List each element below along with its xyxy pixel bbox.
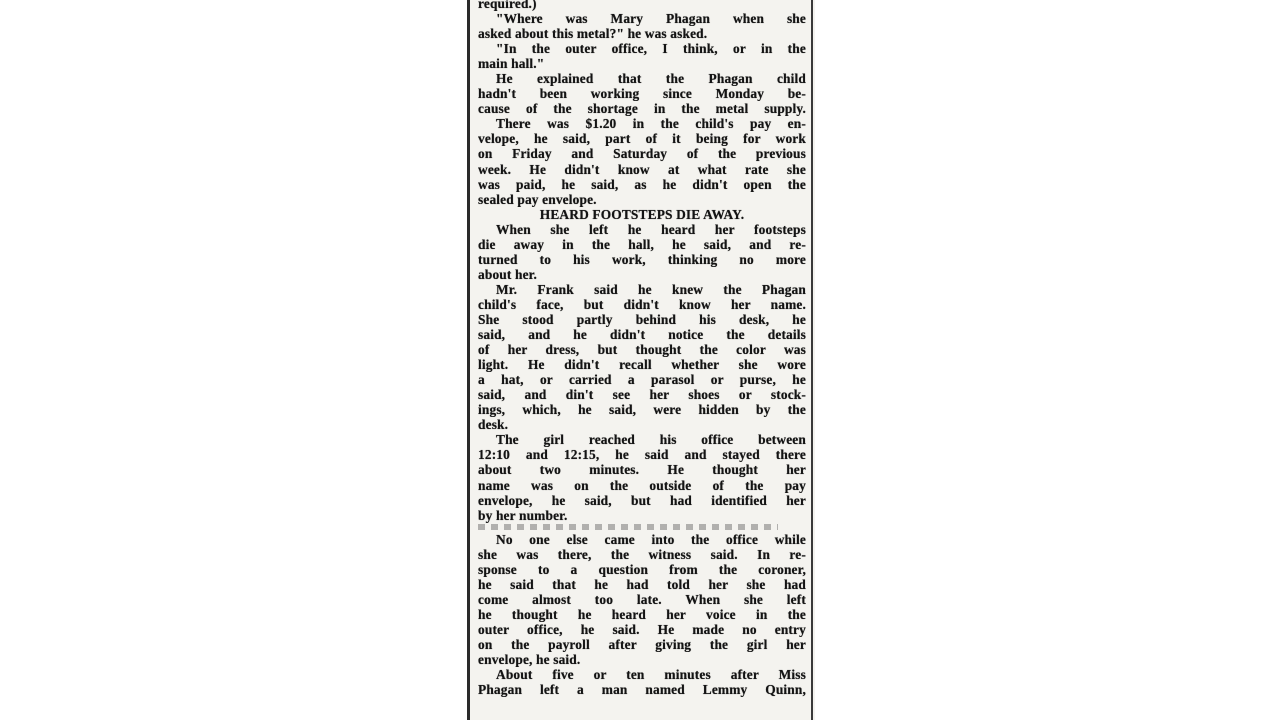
- article-line: required.): [478, 0, 537, 11]
- article-line: he thought he heard her voice in the: [478, 606, 806, 622]
- article-line: said, and din't see her shoes or stock-: [478, 387, 806, 403]
- article-line: about her.: [478, 266, 538, 282]
- article-line: "Where was Mary Phagan when she: [496, 11, 806, 27]
- article-line: come almost too late. When she left: [478, 591, 806, 607]
- article-line: Phagan left a man named Lemmy Quinn,: [478, 682, 806, 698]
- article-line: "In the outer office, I think, or in the: [496, 41, 806, 57]
- article-line: The girl reached his office between: [496, 432, 806, 448]
- column-rule-left: [467, 0, 470, 720]
- column-rule-right: [811, 0, 813, 720]
- article-line: said, and he didn't notice the details: [478, 327, 806, 343]
- article-line: of her dress, but thought the color was: [478, 342, 806, 358]
- article-line: hadn't been working since Monday be-: [478, 86, 806, 102]
- article-line: turned to his work, thinking no more: [478, 251, 806, 267]
- article-line: main hall.": [478, 56, 545, 72]
- print-smudge: [478, 524, 778, 530]
- article-line: desk.: [478, 417, 509, 433]
- article-line: name was on the outside of the pay: [478, 477, 806, 493]
- article-line: child's face, but didn't know her name.: [478, 296, 806, 312]
- article-line: When she left he heard her footsteps: [496, 221, 806, 237]
- article-line: by her number.: [478, 507, 568, 523]
- article-line: a hat, or carried a parasol or purse, he: [478, 372, 806, 388]
- article-line: velope, he said, part of it being for work: [478, 131, 806, 147]
- article-line: envelope, he said, but had identified her: [478, 492, 806, 508]
- article-line: cause of the shortage in the metal supply.: [478, 101, 806, 117]
- article-line: There was $1.20 in the child's pay en-: [496, 116, 806, 132]
- article-line: 12:10 and 12:15, he said and stayed there: [478, 447, 806, 463]
- article-line: About five or ten minutes after Miss: [496, 667, 806, 683]
- article-line: sealed pay envelope.: [478, 191, 597, 207]
- article-line: week. He didn't know at what rate she: [478, 161, 806, 177]
- article-line: ings, which, he said, were hidden by the: [478, 402, 806, 418]
- article-line: was paid, he said, as he didn't open the: [478, 176, 806, 192]
- article-line: asked about this metal?" he was asked.: [478, 26, 708, 42]
- article-line: Mr. Frank said he knew the Phagan: [496, 281, 806, 297]
- article-line: He explained that the Phagan child: [496, 71, 806, 87]
- article-line: on the payroll after giving the girl her: [478, 636, 806, 652]
- article-line: light. He didn't recall whether she wore: [478, 357, 806, 373]
- article-line: She stood partly behind his desk, he: [478, 311, 806, 327]
- article-line: on Friday and Saturday of the previous: [478, 146, 806, 162]
- article-line: outer office, he said. He made no entry: [478, 621, 806, 637]
- article-line: envelope, he said.: [478, 652, 581, 668]
- article-line: No one else came into the office while: [496, 531, 806, 547]
- article-column: [478, 0, 806, 697]
- article-line: she was there, the witness said. In re-: [478, 546, 806, 562]
- article-line: sponse to a question from the coroner,: [478, 561, 806, 577]
- section-subheading: HEARD FOOTSTEPS DIE AWAY.: [539, 206, 745, 222]
- article-line: he said that he had told her she had: [478, 576, 806, 592]
- article-line: die away in the hall, he said, and re-: [478, 236, 806, 252]
- article-line: about two minutes. He thought her: [478, 462, 806, 478]
